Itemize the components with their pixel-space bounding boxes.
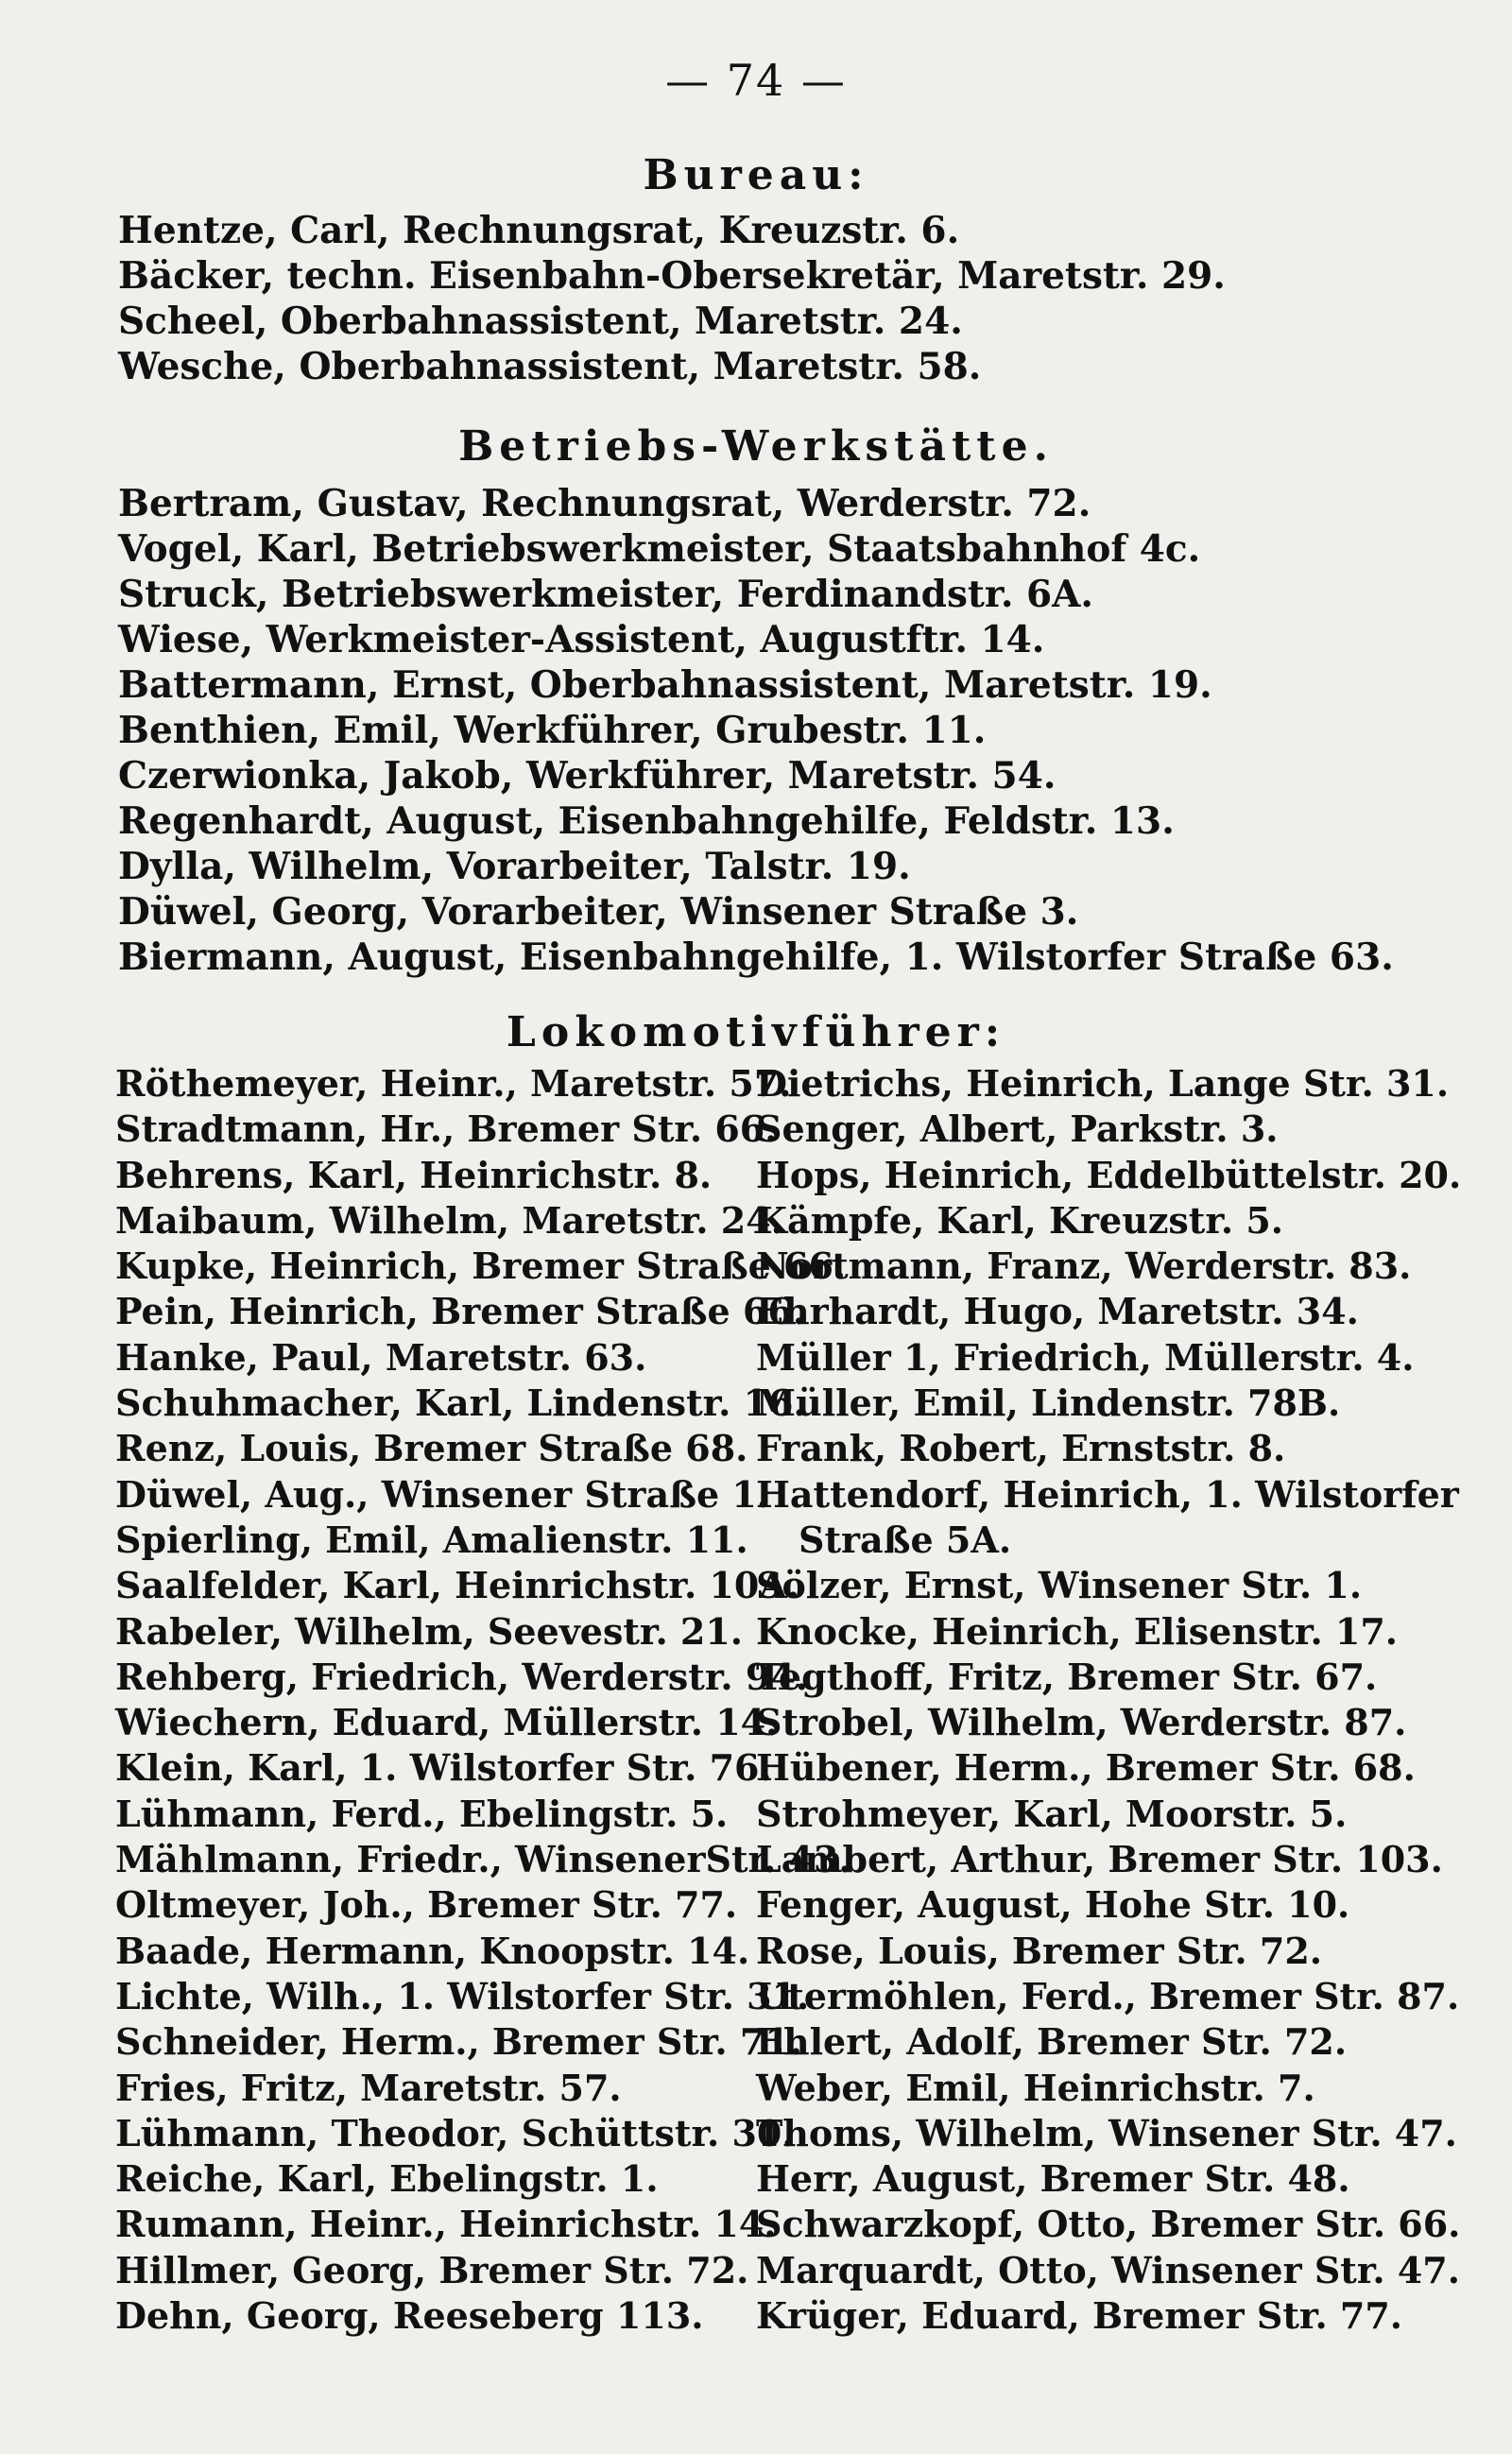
list-item: Strohmeyer, Karl, Moorstr. 5. (756, 1792, 1348, 1835)
list-item: Schuhmacher, Karl, Lindenstr. 16. (115, 1381, 806, 1425)
list-item: Schneider, Herm., Bremer Str. 71. (115, 2020, 802, 2064)
list-item: Dehn, Georg, Reeseberg 113. (115, 2294, 704, 2338)
list-item: Baade, Hermann, Knoopstr. 14. (115, 1929, 750, 1972)
list-item: Fries, Fritz, Maretstr. 57. (115, 2066, 622, 2109)
lokomotivfuehrer-right-column (756, 1061, 1462, 2339)
list-item: Bertram, Gustav, Rechnungsrat, Werderstr. 72. (118, 482, 1091, 525)
list-item: Saalfelder, Karl, Heinrichstr. 10A. (115, 1564, 800, 1607)
list-item: Weber, Emil, Heinrichstr. 7. (756, 2066, 1315, 2109)
list-item: Hattendorf, Heinrich, 1. Wilstorfer (756, 1472, 1459, 1516)
list-item: Wesche, Oberbahnassistent, Maretstr. 58. (118, 345, 982, 388)
list-item: Schwarzkopf, Otto, Bremer Str. 66. (756, 2203, 1461, 2246)
list-item: Röthemeyer, Heinr., Maretstr. 57. (115, 1062, 792, 1105)
list-item: Rumann, Heinr., Heinrichstr. 14. (115, 2203, 777, 2246)
list-item: Knocke, Heinrich, Elisenstr. 17. (756, 1609, 1399, 1653)
list-item: Pein, Heinrich, Bremer Straße 66. (115, 1290, 806, 1333)
list-item: Renz, Louis, Bremer Straße 68. (115, 1427, 748, 1470)
list-item: Kupke, Heinrich, Bremer Straße 66. (115, 1244, 847, 1288)
list-item: Scheel, Oberbahnassistent, Maretstr. 24. (118, 300, 963, 343)
list-item: Vogel, Karl, Betriebswerkmeister, Staatsbahnhof 4c. (118, 527, 1201, 571)
list-item: Fenger, August, Hohe Str. 10. (756, 1883, 1350, 1927)
list-item: Müller 1, Friedrich, Müllerstr. 4. (756, 1335, 1415, 1379)
list-item: Benthien, Emil, Werkführer, Grubestr. 11. (118, 709, 987, 752)
list-item: Klein, Karl, 1. Wilstorfer Str. 76. (115, 1746, 772, 1790)
list-item: Reiche, Karl, Ebelingstr. 1. (115, 2157, 659, 2201)
list-item: Rose, Louis, Bremer Str. 72. (756, 1929, 1322, 1972)
section-heading-werkstaette: Betriebs-Werkstätte. (458, 422, 1054, 471)
list-item: Lühmann, Theodor, Schüttstr. 30. (115, 2111, 795, 2154)
list-item: Kämpfe, Karl, Kreuzstr. 5. (756, 1198, 1284, 1242)
list-item: Hübener, Herm., Bremer Str. 68. (756, 1746, 1416, 1790)
section-heading-lokomotivfuehrer: Lokomotivführer: (506, 1008, 1006, 1056)
list-item: Biermann, August, Eisenbahngehilfe, 1. Wilstorfer Straße 63. (118, 935, 1394, 979)
list-item: Struck, Betriebswerkmeister, Ferdinandstr. 6A. (118, 573, 1094, 616)
list-item: Oltmeyer, Joh., Bremer Str. 77. (115, 1883, 738, 1927)
werkstaette-list (118, 481, 1441, 980)
list-item: Maibaum, Wilhelm, Maretstr. 24. (115, 1198, 783, 1242)
list-item: Frank, Robert, Ernststr. 8. (756, 1427, 1286, 1470)
list-item: Battermann, Ernst, Oberbahnassistent, Maretstr. 19. (118, 663, 1212, 707)
list-item: Müller, Emil, Lindenstr. 78B. (756, 1381, 1341, 1425)
list-item: Regenhardt, August, Eisenbahngehilfe, Feldstr. 13. (118, 799, 1175, 843)
list-item: Senger, Albert, Parkstr. 3. (756, 1107, 1279, 1151)
page-number: — 74 — (665, 55, 847, 106)
bureau-list (118, 208, 1441, 389)
list-item: Rehberg, Friedrich, Werderstr. 94. (115, 1655, 808, 1698)
list-item: Nortmann, Franz, Werderstr. 83. (756, 1244, 1412, 1288)
list-item: Ehrhardt, Hugo, Maretstr. 34. (756, 1290, 1359, 1333)
list-item: Marquardt, Otto, Winsener Str. 47. (756, 2248, 1460, 2291)
list-item: Wiese, Werkmeister-Assistent, Augustftr. 14. (118, 618, 1045, 661)
list-item: Hentze, Carl, Rechnungsrat, Kreuzstr. 6. (118, 209, 960, 252)
list-item: Herr, August, Bremer Str. 48. (756, 2157, 1350, 2201)
list-item: Hops, Heinrich, Eddelbüttelstr. 20. (756, 1153, 1462, 1196)
list-item: Hillmer, Georg, Bremer Str. 72. (115, 2248, 749, 2291)
list-item: Sölzer, Ernst, Winsener Str. 1. (756, 1564, 1363, 1607)
list-item: Tegthoff, Fritz, Bremer Str. 67. (756, 1655, 1378, 1698)
section-heading-bureau: Bureau: (643, 151, 869, 199)
list-item: Spierling, Emil, Amalienstr. 11. (115, 1518, 748, 1561)
list-item: Stradtmann, Hr., Bremer Str. 66. (115, 1107, 778, 1151)
list-item: Lambert, Arthur, Bremer Str. 103. (756, 1838, 1443, 1881)
list-item: Krüger, Eduard, Bremer Str. 77. (756, 2294, 1403, 2338)
list-item: Lichte, Wilh., 1. Wilstorfer Str. 31. (115, 1974, 810, 2017)
list-item: Düwel, Aug., Winsener Straße 1. (115, 1472, 770, 1516)
list-item: Dylla, Wilhelm, Vorarbeiter, Talstr. 19. (118, 845, 911, 888)
list-item: Thoms, Wilhelm, Winsener Str. 47. (756, 2111, 1457, 2154)
list-item: Rabeler, Wilhelm, Seevestr. 21. (115, 1609, 744, 1653)
list-item: Behrens, Karl, Heinrichstr. 8. (115, 1153, 713, 1196)
list-item: Dietrichs, Heinrich, Lange Str. 31. (756, 1062, 1450, 1105)
list-item: Strobel, Wilhelm, Werderstr. 87. (756, 1701, 1407, 1744)
list-item: Hanke, Paul, Maretstr. 63. (115, 1335, 647, 1379)
list-item: Utermöhlen, Ferd., Bremer Str. 87. (756, 1974, 1460, 2017)
lokomotivfuehrer-left-column (115, 1061, 851, 2339)
list-item: Wiechern, Eduard, Müllerstr. 14. (115, 1701, 779, 1744)
list-item: Düwel, Georg, Vorarbeiter, Winsener Straße 3. (118, 890, 1079, 934)
list-item: Ehlert, Adolf, Bremer Str. 72. (756, 2020, 1348, 2064)
list-item: Lühmann, Ferd., Ebelingstr. 5. (115, 1792, 729, 1835)
list-item: Mählmann, Friedr., WinsenerStr. 43. (115, 1838, 851, 1881)
list-item: Bäcker, techn. Eisenbahn-Obersekretär, Maretstr. 29. (118, 254, 1226, 298)
list-item-continuation: Straße 5A. (799, 1518, 1012, 1561)
list-item: Czerwionka, Jakob, Werkführer, Maretstr. 54. (118, 754, 1057, 798)
